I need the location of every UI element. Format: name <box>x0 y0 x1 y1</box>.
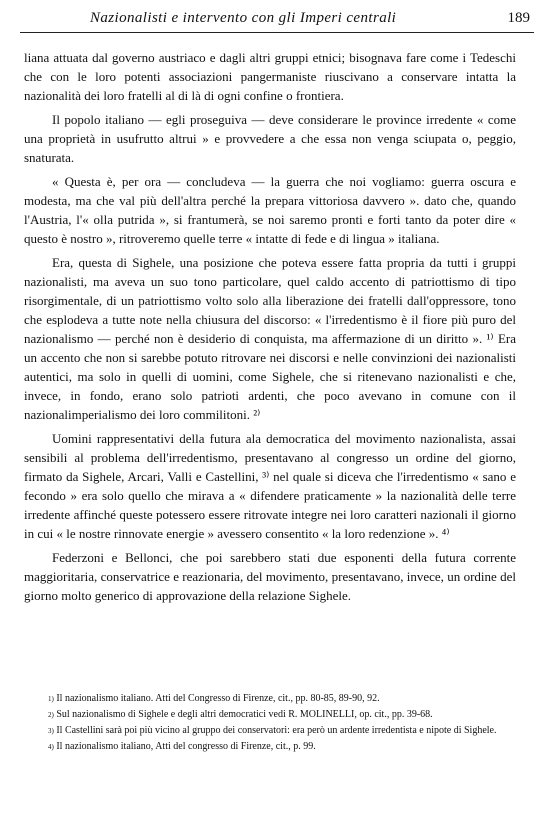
footnote <box>24 724 516 738</box>
paragraph: « Questa è, per ora — concludeva — la guerra che noi vogliamo: guerra oscura e modesta, ma che val più dell'altra perché la prepara vittoriosa davvero ». dato che, quando l'Austria, l'« olla putrida », si frantumerà, se noi saremo pronti e forti tanto da poter dire « questo è nostro », ritroveremo quelle terre « intatte di fede e di lingua » italiana. <box>24 174 516 246</box>
footnote-text: Il Castellini sarà poi più vicino al gruppo dei conservatori: era però un ardente irredentista e nipote di Sighele. <box>56 725 497 736</box>
page-number: 189 <box>507 10 530 26</box>
footnote-mark: 3) <box>48 727 54 735</box>
paragraph: Federzoni e Bellonci, che poi sarebbero stati due esponenti della futura corrente maggioritaria, conservatrice e reazionaria, del movimento, presentavano, invece, un ordine del giorno molto generico di approvazione della relazione Sighele. <box>24 550 516 603</box>
footnote-mark: 2) <box>48 711 54 719</box>
page-header <box>20 6 534 33</box>
footnote-text: Il nazionalismo italiano. Atti del Congresso di Firenze, cit., pp. 80-85, 89-90, 92. <box>56 693 380 704</box>
footnote-mark: 1) <box>48 695 54 703</box>
footnote <box>24 692 516 706</box>
footnote <box>24 740 516 754</box>
running-title: Nazionalisti e intervento con gli Imperi centrali <box>90 10 397 26</box>
footnote <box>24 708 516 722</box>
body-text <box>24 48 516 610</box>
paragraph: Era, questa di Sighele, una posizione che poteva essere fatta propria da tutti i gruppi nazionalisti, ma aveva un suo tono particolare, quel caldo accento di patriottismo di tipo risorgimentale, di un patriottismo volto solo alla liberazione dei fratelli dall'oppressore, tono che esplodeva a tutte note nella chiusura del discorso: « l'irredentismo è il fiore più puro del nazionalismo — perché non è desiderio di conquista, ma affermazione di un diritto ». ¹⁾ Era un accento che non si sarebbe potuto ritrovare nei discorsi e nelle convinzioni dei nazionalisti autentici, ma solo in quelli di uomini, come Sighele, che si ritenevano nazionalisti e che, invece, in fondo, erano solo patrioti ardenti, che poco avevano in comune con il nazionalimperialismo dei loro commilitoni. ²⁾ <box>24 255 516 422</box>
paragraph: Il popolo italiano — egli proseguiva — deve considerare le province irredente « come una proprietà in usufrutto altrui » e provvedere a che essa non venga sciupata o, peggio, snaturata. <box>24 112 516 165</box>
footnotes <box>24 686 516 756</box>
footnote-text: Sul nazionalismo di Sighele e degli altri democratici vedi R. MOLINELLI, op. cit., pp. 39-68. <box>56 709 433 720</box>
footnote-text: Il nazionalismo italiano, Atti del congresso di Firenze, cit., p. 99. <box>56 741 316 752</box>
paragraph: Uomini rappresentativi della futura ala democratica del movimento nazionalista, assai sensibili al problema dell'irredentismo, presentavano al congresso un ordine del giorno, firmato da Sighele, Arcari, Valli e Castellini, ³⁾ nel quale si diceva che l'irredentismo « sano e fecondo » era solo quello che mirava a « difendere praticamente » la nazionalità delle terre irredente affinché queste potessero essere ritrovate integre nei loro caratteri nazionali il giorno in cui « le nostre rinnovate energie » avessero consentito « la loro redenzione ». ⁴⁾ <box>24 431 516 541</box>
footnote-mark: 4) <box>48 743 54 751</box>
paragraph: liana attuata dal governo austriaco e dagli altri gruppi etnici; bisognava fare come i Tedeschi che con le loro potenti associazioni pangermaniste riuscivano a conservare intatta la nazionalità dei loro fratelli al di là di ogni confine o frontiera. <box>24 50 516 103</box>
